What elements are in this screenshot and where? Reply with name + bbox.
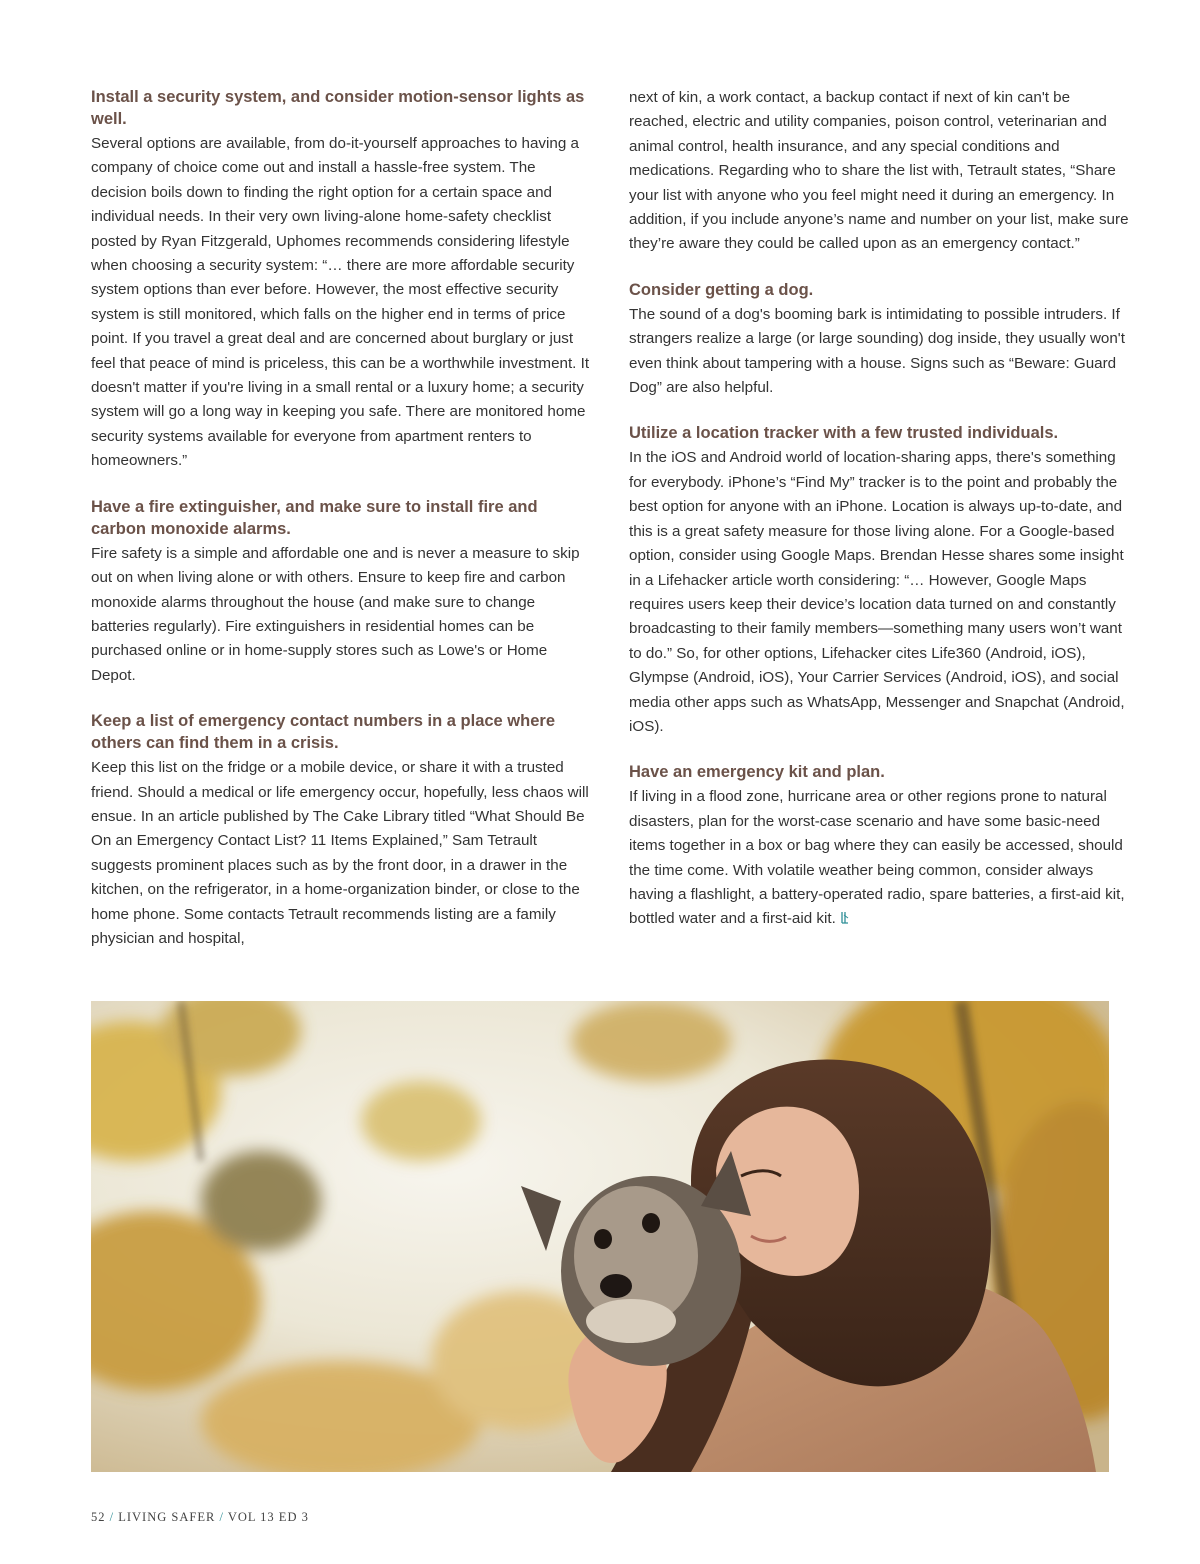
- page-number: 52: [91, 1510, 106, 1524]
- section-body: Several options are available, from do-it-yourself approaches to having a company of choice come out and install a hassle-free system. The decision boils down to finding the right option for a certain space and individual needs. In their very own living-alone home-safety checklist posted by Ryan Fitzgerald, Uphomes recommends considering lifestyle when choosing a security system: “… there are more affordable security system options than ever before. However, the most effective security system is still monitored, which falls on the higher end in terms of price point. If you travel a great deal and are concerned about burglary or just feel that peace of mind is priceless, this can be a worthwhile investment. It doesn't matter if you're living in a small rental or a luxury home; a security system will go a long way in keeping you safe. There are monitored home security systems available for everyone from apartment renters to homeowners.”: [91, 135, 590, 470]
- section-heading: Utilize a location tracker with a few trusted individuals.: [629, 424, 1059, 443]
- section-body: Fire safety is a simple and affordable one and is never a measure to skip out on when living alone or with others. Ensure to keep fire and carbon monoxide alarms throughout the house (and make sure to change batteries regularly). Fire extinguishers in residential homes can be purchased online or in home-supply stores such as Lowe's or Home Depot.: [91, 544, 580, 684]
- section-heading: Install a security system, and consider motion-sensor lights as well.: [91, 88, 585, 128]
- section-dog: [629, 279, 1129, 401]
- magazine-name: LIVING SAFER: [118, 1510, 216, 1524]
- left-column: [91, 86, 593, 973]
- section-location-tracker: [629, 422, 1129, 739]
- woman-hugging-dog-photo: [91, 1001, 1109, 1472]
- issue-label: VOL 13 ED 3: [227, 1510, 309, 1524]
- section-body: The sound of a dog's booming bark is intimidating to possible intruders. If strangers realize a large (or large sounding) dog inside, they usually won't even think about tampering with a house. Signs such as “Beware: Guard Dog” are also helpful.: [629, 305, 1125, 397]
- photo-illustration: [91, 1001, 1109, 1472]
- section-body: Keep this list on the fridge or a mobile device, or share it with a trusted friend. Should a medical or life emergency occur, hopefully, less chaos will ensue. In an article published by The Cake Library titled “What Should Be On an Emergency Contact List? 11 Items Explained,” Sam Tetrault suggests prominent places such as by the front door, in a drawer in the kitchen, on the refrigerator, in a home-organization binder, or close to the home phone. Some contacts Tetrault recommends listing are a family physician and hospital,: [91, 759, 589, 947]
- section-body: In the iOS and Android world of location-sharing apps, there's something for everybody. iPhone’s “Find My” tracker is to the point and probably the best option for anyone with an iPhone. Location is always up-to-date, and this is a great safety measure for those living alone. For a Google-based option, consider using Google Maps. Brendan Hesse shares some insight in a Lifehacker article worth considering: “… However, Google Maps requires users keep their device’s location data turned on and constantly broadcasting to their family members—something many users won’t want to do.” So, for other options, Lifehacker cites Life360 (Android, iOS), Glympse (Android, iOS), Your Carrier Services (Android, iOS), and social media other apps such as WhatsApp, Messenger and Snapchat (Android, iOS).: [629, 449, 1125, 735]
- section-body-text: If living in a flood zone, hurricane area or other regions prone to natural disasters, plan for the worst-case scenario and have some basic-need items together in a box or bag where they can easily be accessed, should the time come. With volatile weather being common, consider always having a flashlight, a battery-operated radio, spare batteries, a first-aid kit, bottled water and a first-aid kit.: [629, 788, 1125, 928]
- section-heading: Have a fire extinguisher, and make sure to install fire and carbon monoxide alarms.: [91, 497, 538, 538]
- footer-separator: /: [219, 1510, 224, 1524]
- footer-separator: /: [109, 1510, 115, 1524]
- section-fire-safety: [91, 496, 593, 688]
- section-emergency-contacts: [91, 710, 593, 951]
- page-footer: [91, 1510, 309, 1525]
- section-emergency-kit: [629, 761, 1129, 931]
- section-heading: Have an emergency kit and plan.: [629, 763, 885, 782]
- right-column: [629, 86, 1129, 954]
- section-contacts-continued: [629, 86, 1129, 257]
- section-heading: Keep a list of emergency contact numbers in a place where others can find them in a crisis.: [91, 712, 555, 753]
- end-of-article-icon: [840, 911, 850, 925]
- section-body: [629, 785, 1129, 931]
- section-heading: Consider getting a dog.: [629, 280, 814, 299]
- section-security-system: [91, 86, 593, 474]
- section-body: next of kin, a work contact, a backup contact if next of kin can't be reached, electric and utility companies, poison control, veterinarian and animal control, health insurance, and any special conditions and medications. Regarding who to share the list with, Tetrault states, “Share your list with anyone who you feel might need it during an emergency. In addition, if you include anyone’s name and number on your list, make sure they’re aware they could be called upon as an emergency contact.”: [629, 89, 1129, 253]
